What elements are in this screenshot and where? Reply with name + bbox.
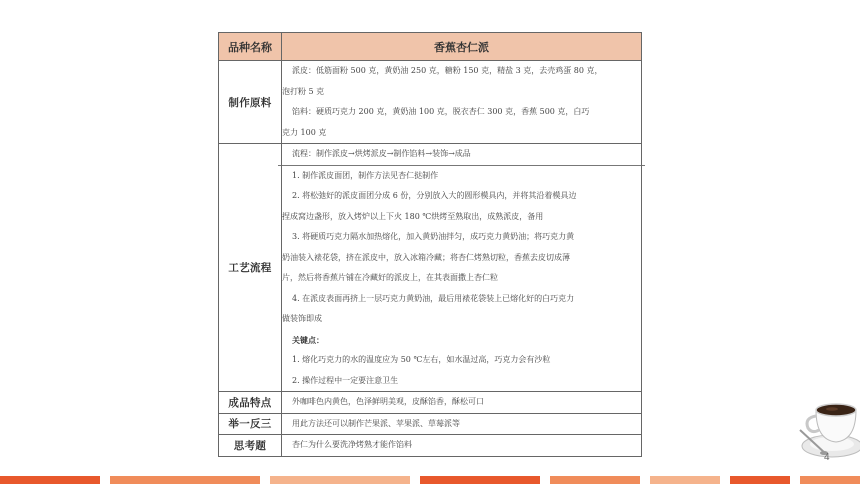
content-line: 用此方法还可以制作芒果派、苹果派、草莓派等 xyxy=(292,418,460,428)
row-content-process xyxy=(282,144,642,392)
content-line: 2. 将松弛好的派皮面团分成 6 份，分别放入大的圆形模具内，并将其沿着模具边 xyxy=(292,191,577,200)
strip-segment xyxy=(550,476,640,484)
content-line: 克力 100 克 xyxy=(282,127,327,137)
table-row xyxy=(219,144,642,392)
content-line: 4. 在派皮表面再挤上一层巧克力黄奶油，最后用裱花袋装上已熔化好的白巧克力 xyxy=(292,293,575,303)
content-line: 馅料：硬质巧克力 200 克，黄奶油 100 克，脱衣杏仁 300 克，香蕉 500 克，白巧 xyxy=(292,107,590,116)
strip-segment xyxy=(0,476,100,484)
strip-segment xyxy=(650,476,720,484)
header-label-cell: 品种名称 xyxy=(219,33,282,61)
row-label-process: 工艺流程 xyxy=(219,144,282,392)
table-row xyxy=(219,435,642,457)
content-line: 派皮：低筋面粉 500 克，黄奶油 250 克，糖粉 150 克，精盐 3 克，去壳鸡蛋 80 克， xyxy=(292,66,603,75)
content-line: 外咖啡色内黄色，色泽鲜明美观，皮酥馅香，酥松可口 xyxy=(292,397,484,406)
table-row xyxy=(219,61,642,144)
content-line: 做装饰即成 xyxy=(282,314,322,323)
row-label-ingredients: 制作原料 xyxy=(219,61,282,144)
row-label-variations: 举一反三 xyxy=(219,413,282,435)
content-line: 关键点： xyxy=(292,334,324,345)
content-line: 流程：制作派皮→烘烤派皮→制作馅料→装饰→成品 xyxy=(292,149,471,158)
row-label-question: 思考题 xyxy=(219,435,282,457)
header-value-cell: 香蕉杏仁派 xyxy=(282,33,642,61)
content-line: 片，然后将香蕉片铺在冷藏好的派皮上，在其表面撒上杏仁粒 xyxy=(282,273,498,282)
table-row xyxy=(219,392,642,414)
strip-segment xyxy=(270,476,410,484)
content-line: 1. 制作派皮面团，制作方法见杏仁挞制作 xyxy=(292,170,439,180)
strip-segment xyxy=(730,476,790,484)
row-content-features xyxy=(282,392,642,414)
row-content-question xyxy=(282,435,642,457)
content-line: 杏仁为什么要洗净烤熟才能作馅料 xyxy=(292,440,412,449)
row-content-variations xyxy=(282,413,642,435)
content-line: 1. 熔化巧克力的水的温度应为 50 ℃左右，如水温过高，巧克力会有沙粒 xyxy=(292,355,551,364)
page-number: 4 xyxy=(824,452,830,463)
strip-segment xyxy=(800,476,860,484)
content-line: 2. 操作过程中一定要注意卫生 xyxy=(292,375,399,385)
table-header-row xyxy=(219,33,642,61)
bottom-color-strip xyxy=(0,476,860,484)
row-label-features: 成品特点 xyxy=(219,392,282,414)
strip-segment xyxy=(420,476,540,484)
row-content-ingredients xyxy=(282,61,642,144)
strip-segment xyxy=(110,476,260,484)
recipe-table xyxy=(218,32,642,457)
table-row xyxy=(219,413,642,435)
content-line: 奶油装入裱花袋，挤在派皮中，放入冰箱冷藏；将杏仁烤熟切粒，香蕉去皮切成薄 xyxy=(282,252,570,262)
content-line: 3. 将硬质巧克力隔水加热熔化，加入黄奶油拌匀，成巧克力黄奶油；将巧克力黄 xyxy=(292,232,575,241)
content-line: 捏成窝边盏形，放入烤炉以上下火 180 ℃烘烤至熟取出，成熟派皮，备用 xyxy=(282,211,544,221)
content-line: 泡打粉 5 克 xyxy=(282,86,325,96)
